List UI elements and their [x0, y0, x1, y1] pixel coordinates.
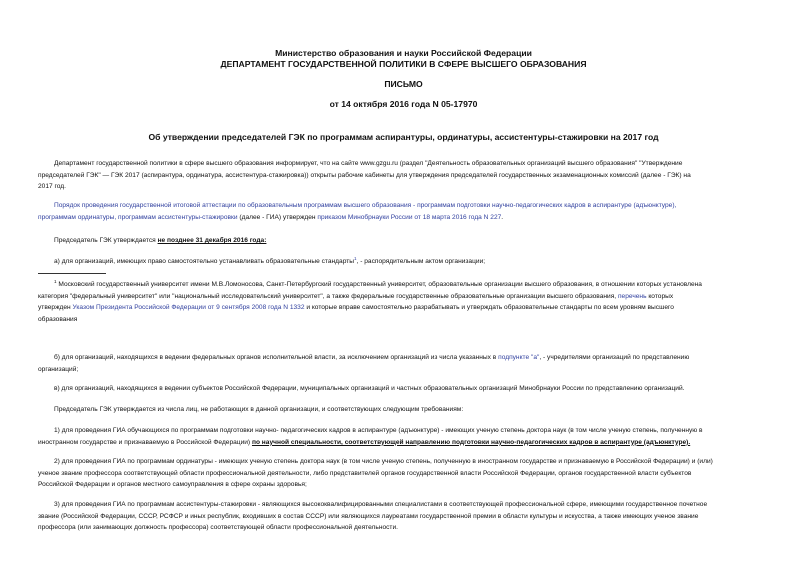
- footnote-separator: [38, 273, 106, 274]
- deadline-text: не позднее 31 декабря 2016 года:: [157, 237, 267, 244]
- footnote: $^1$ Московский государственный университет имени М.В.Ломоносова, Санкт-Петербургский государственный университет, образовательные организации высшего образования, в отношении которых установлена категория "федеральный университет" или "национальный исследовательский университет", а также федеральные государственные образовательные организации высшего образования, перечень которых утвержден Указом Президента Российской Федерации от 9 сентября 2008 года N 1332 и которые вправе самостоятельно разрабатывать и утверждать образовательные стандарты по всем уровням высшего образования: [38, 278, 702, 324]
- item-a: а) для организаций, имеющих право самостоятельно устанавливать образовательные стандарты$^1$, - распорядительным актом организации;: [54, 255, 486, 265]
- requirement-1: 1) для проведения ГИА обучающихся по программам подготовки научно- педагогических кадров в аспирантуре (адъюнктуре) - имеющих ученую степень доктора наук (в том числе ученую степень, полученную в иностранном государстве и признаваемую в Российской Федерации) по научной специальности, соответствующей направлению подготовки научно-педагогических кадров в аспирантуре (адъюнктуре).: [38, 427, 703, 446]
- paragraph-deadline: Председатель ГЭК утверждается не позднее 31 декабря 2016 года:: [54, 237, 267, 244]
- requirement-3: 3) для проведения ГИА по программам ассистентуры-стажировки - являющихся высококвалифицированными специалистами в соответствующей профессиональной сфере, имеющими государственное почетное звание (Российской Федерации, СССР, РСФСР и иных республик, входивших в состав СССР) или являющихся лауреатами государственной премии в области культуры и искусства, а также имеющих ученое звание профессора (или занимающих должность профессора) соответствующей области профессиональной деятельности.: [38, 501, 708, 532]
- document-type: ПИСЬМО: [384, 79, 423, 89]
- procedure-link-cont[interactable]: программам ординатуры, программам ассистентуры-стажировки: [38, 213, 238, 221]
- paragraph-site-info: Департамент государственной политики в сфере высшего образования информирует, что на сайте www.gzgu.ru (раздел "Деятельность образовательных организаций высшего образования" "Утверждение председателей ГЭК" — ГЭК 2017 (аспирантура, ординатура, ассистентура-стажировка)) открыты рабочие кабинеты для утверждения председателей государственных экзаменационных комиссий (далее - ГЭК) на 2017 год.: [38, 160, 691, 191]
- document-title: Об утверждении председателей ГЭК по программам аспирантуры, ординатуры, ассистентуры-стажировки на 2017 год: [148, 132, 659, 142]
- item-b: б) для организаций, находящихся в ведении федеральных органов исполнительной власти, за исключением организаций из числа указанных в подпункте "а", - учредителями организаций по представлению организаций;: [38, 354, 690, 373]
- order-227-link[interactable]: приказом Минобрнауки России от 18 марта 2016 года N 227: [317, 213, 502, 221]
- item-c: в) для организаций, находящихся в ведении субъектов Российской Федерации, муниципальных организаций и частных образовательных организаций Минобрнауки России по представлению организаций.: [54, 385, 685, 392]
- ministry-name: Министерство образования и науки Российской Федерации: [275, 48, 532, 58]
- decree-1332-link[interactable]: Указом Президента Российской Федерации от 9 сентября 2008 года N 1332: [72, 304, 305, 312]
- footnote-marker: 1: [54, 278, 57, 284]
- procedure-link[interactable]: Порядок проведения государственной итоговой аттестации по образовательным программам высшего образования - программам подготовки научно-педагогических кадров в аспирантуре (адъюнктуре),: [54, 202, 677, 209]
- footnote-ref[interactable]: 1: [353, 255, 357, 261]
- paragraph-requirements: Председатель ГЭК утверждается из числа лиц, не работающих в данной организации, и соответствующих следующим требованиям:: [54, 406, 464, 413]
- list-link[interactable]: перечень: [617, 292, 647, 300]
- requirement-1-specialty: по научной специальности, соответствующей направлению подготовки научно-педагогических кадров в аспирантуре (адъюнктуре).: [251, 438, 691, 446]
- document-date-number: от 14 октября 2016 года N 05-17970: [329, 99, 478, 109]
- requirement-2: 2) для проведения ГИА по программам ординатуры - имеющих ученую степень доктора наук (в том числе ученую степень, полученную в иностранном государстве и признаваемую в Российской Федерации) и (или) ученое звание профессора соответствующей области профессиональной деятельности, либо представителей органов государственной власти Российской Федерации, органов государственной власти субъектов Российской Федерации и органов местного самоуправления в сфере охраны здоровья;: [38, 458, 713, 489]
- paragraph-procedure: Порядок проведения государственной итоговой аттестации по образовательным программам высшего образования - программам подготовки научно-педагогических кадров в аспирантуре (адъюнктуре), программам ординатуры, программам ассистентуры-стажировки (далее - ГИА) утвержден приказом Минобрнауки России от 18 марта 2016 года N 227.: [38, 200, 772, 223]
- subparagraph-a-link[interactable]: подпункте "а": [498, 354, 540, 361]
- department-name: ДЕПАРТАМЕНТ ГОСУДАРСТВЕННОЙ ПОЛИТИКИ В СФЕРЕ ВЫСШЕГО ОБРАЗОВАНИЯ: [220, 59, 587, 69]
